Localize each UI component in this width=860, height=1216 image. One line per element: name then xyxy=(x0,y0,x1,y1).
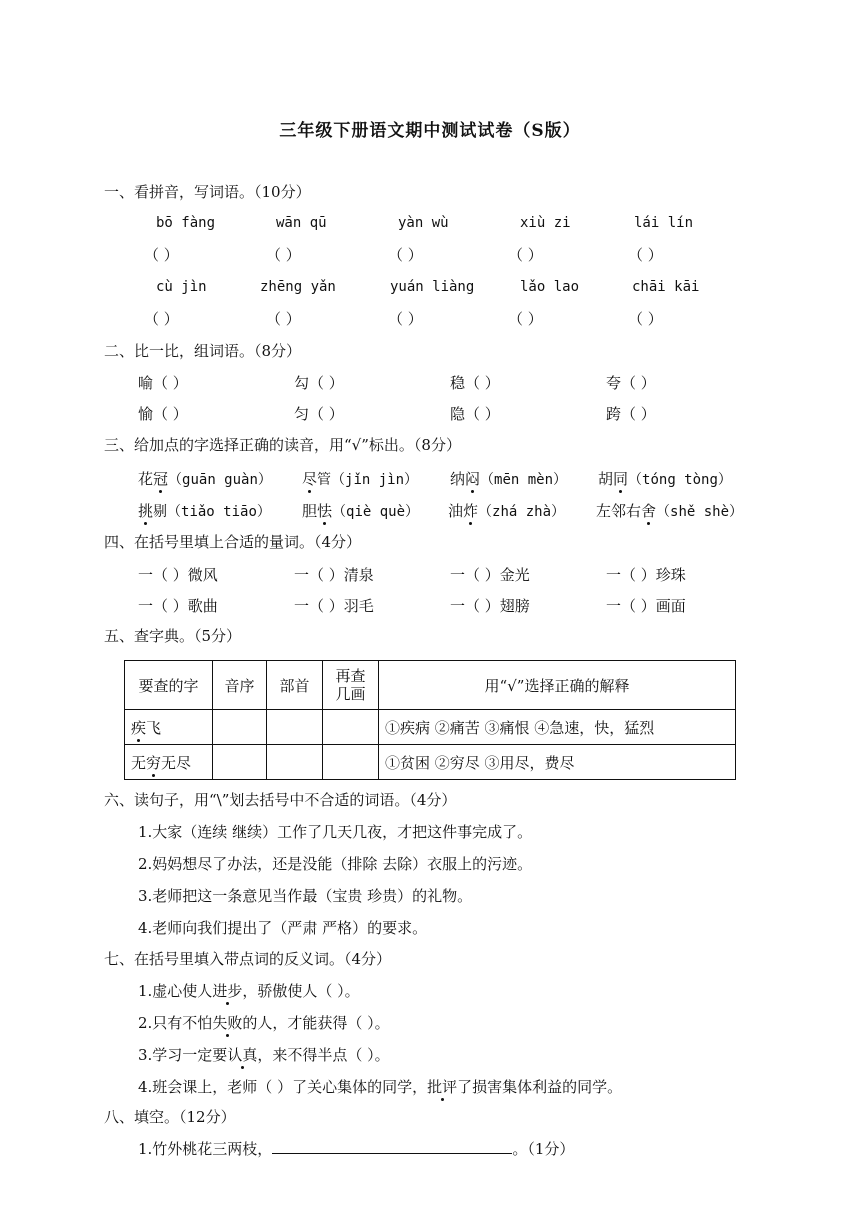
dotted-char: 尽 xyxy=(302,470,318,488)
pinyin: zhēng yǎn xyxy=(260,279,336,295)
fill-blank-item[interactable] xyxy=(138,1139,574,1159)
answer-cell[interactable] xyxy=(213,745,267,780)
measure-word-item[interactable]: 一（ ）画面 xyxy=(606,597,686,615)
pronunciation-item[interactable] xyxy=(302,500,419,521)
text: 了损害集体利益的同学。 xyxy=(457,1078,623,1096)
text: 无尽 xyxy=(161,753,192,772)
sentence-item[interactable]: 1.大家（连续 继续）工作了几天几夜，才把这件事完成了。 xyxy=(138,823,533,841)
dotted-char: 炸 xyxy=(463,502,479,520)
measure-word-item[interactable]: 一（ ）歌曲 xyxy=(138,597,218,615)
dotted-char: 闷 xyxy=(465,470,481,488)
text: 左邻右 xyxy=(596,502,642,520)
word-pair-item[interactable]: 愉（ ） xyxy=(138,405,188,423)
text: 纳 xyxy=(450,470,466,488)
pinyin: lái lín xyxy=(634,215,694,231)
dictionary-table xyxy=(124,660,736,780)
meaning-options[interactable]: ①疾病 ②痛苦 ③痛恨 ④急速，快，猛烈 xyxy=(379,710,736,745)
text: 的人，才能获得（ ）。 xyxy=(242,1014,390,1032)
pinyin-options: （shě shè） xyxy=(656,504,744,520)
dotted-word: 进步 xyxy=(212,982,243,1000)
dotted-word: 认真 xyxy=(227,1046,258,1064)
column-header: 再查几画 xyxy=(323,661,379,710)
pinyin-options: （mēn mèn） xyxy=(480,472,568,488)
pinyin: chāi kāi xyxy=(632,279,700,295)
word-pair-item[interactable]: 隐（ ） xyxy=(450,405,500,423)
pronunciation-item[interactable] xyxy=(138,468,272,489)
pinyin: yuán liàng xyxy=(390,279,475,295)
dotted-char: 同 xyxy=(613,470,629,488)
pinyin: lǎo lao xyxy=(520,279,580,295)
pronunciation-item[interactable] xyxy=(448,500,565,521)
section-7-heading: 七、在括号里填入带点词的反义词。（4分） xyxy=(104,950,392,968)
pinyin: xiù zi xyxy=(520,215,571,231)
answer-cell[interactable] xyxy=(323,710,379,745)
pronunciation-item[interactable] xyxy=(302,468,418,489)
answer-blank[interactable]: （ ） xyxy=(144,310,179,328)
measure-word-item[interactable]: 一（ ）羽毛 xyxy=(294,597,374,615)
measure-word-item[interactable]: 一（ ）珍珠 xyxy=(606,566,686,584)
dotted-word: 批评 xyxy=(427,1078,458,1096)
answer-blank[interactable]: （ ） xyxy=(144,246,179,264)
dotted-word: 失败 xyxy=(212,1014,243,1032)
pronunciation-item[interactable] xyxy=(138,500,271,521)
text: 。（1分） xyxy=(512,1140,575,1158)
answer-cell[interactable] xyxy=(267,745,323,780)
answer-blank[interactable]: （ ） xyxy=(628,246,663,264)
sentence-item[interactable]: 3.老师把这一条意见当作最（宝贵 珍贵）的礼物。 xyxy=(138,887,473,905)
text: 2.只有不怕 xyxy=(138,1014,213,1032)
text: 1.虚心使人 xyxy=(138,982,213,1000)
pinyin-options: （tóng tòng） xyxy=(628,472,732,488)
text: 1.竹外桃花三两枝， xyxy=(138,1140,273,1158)
answer-blank[interactable]: （ ） xyxy=(266,246,301,264)
dotted-char: 冠 xyxy=(153,470,169,488)
text: ，来不得半点（ ）。 xyxy=(257,1046,390,1064)
lookup-word xyxy=(125,745,213,780)
text: 4.班会课上，老师（ ）了关心集体的同学， xyxy=(138,1078,428,1096)
word-pair-item[interactable]: 稳（ ） xyxy=(450,374,500,392)
antonym-item[interactable] xyxy=(138,1045,390,1065)
pronunciation-item[interactable] xyxy=(598,468,732,489)
column-header: 音序 xyxy=(213,661,267,710)
text: 油 xyxy=(448,502,464,520)
antonym-item[interactable] xyxy=(138,981,360,1001)
pinyin-options: 管（jǐn jìn） xyxy=(317,472,419,488)
text: 胆 xyxy=(302,502,318,520)
dotted-char: 疾 xyxy=(131,718,147,737)
text: 3.学习一定要 xyxy=(138,1046,228,1064)
table-row xyxy=(125,745,736,780)
dotted-char: 穷 xyxy=(146,753,162,772)
answer-line[interactable] xyxy=(272,1139,512,1154)
measure-word-item[interactable]: 一（ ）翅膀 xyxy=(450,597,530,615)
section-1-heading: 一、看拼音，写词语。（10分） xyxy=(104,183,311,201)
lookup-word xyxy=(125,710,213,745)
answer-blank[interactable]: （ ） xyxy=(388,310,423,328)
pinyin: wān qū xyxy=(276,215,327,231)
word-pair-item[interactable]: 喻（ ） xyxy=(138,374,188,392)
text: 花 xyxy=(138,470,154,488)
column-header: 部首 xyxy=(267,661,323,710)
meaning-options[interactable]: ①贫困 ②穷尽 ③用尽，费尽 xyxy=(379,745,736,780)
word-pair-item[interactable]: 跨（ ） xyxy=(606,405,656,423)
answer-cell[interactable] xyxy=(267,710,323,745)
answer-blank[interactable]: （ ） xyxy=(508,310,543,328)
pinyin-options: （zhá zhà） xyxy=(478,504,566,520)
section-4-heading: 四、在括号里填上合适的量词。（4分） xyxy=(104,533,362,551)
page-title: 三年级下册语文期中测试试卷（S版） xyxy=(279,121,581,141)
antonym-item[interactable] xyxy=(138,1077,622,1097)
pinyin: bō fàng xyxy=(156,215,216,231)
section-5-heading: 五、查字典。（5分） xyxy=(104,627,242,645)
sentence-item[interactable]: 2.妈妈想尽了办法，还是没能（排除 去除）衣服上的污迹。 xyxy=(138,855,533,873)
pronunciation-item[interactable] xyxy=(596,500,743,521)
column-header: 用“√”选择正确的解释 xyxy=(379,661,736,710)
pinyin: yàn wù xyxy=(398,215,449,231)
word-pair-item[interactable]: 匀（ ） xyxy=(294,405,344,423)
pinyin-options: （qiè què） xyxy=(332,504,420,520)
pinyin-options: （guān guàn） xyxy=(168,472,272,488)
section-8-heading: 八、填空。（12分） xyxy=(104,1108,236,1126)
column-header: 要查的字 xyxy=(125,661,213,710)
measure-word-item[interactable]: 一（ ）清泉 xyxy=(294,566,374,584)
answer-blank[interactable]: （ ） xyxy=(508,246,543,264)
word-pair-item[interactable]: 夸（ ） xyxy=(606,374,656,392)
text: 无 xyxy=(131,753,147,772)
section-6-heading: 六、读句子，用“\”划去括号中不合适的词语。（4分） xyxy=(104,791,457,809)
text: ，骄傲使人（ ）。 xyxy=(242,982,360,1000)
answer-blank[interactable]: （ ） xyxy=(628,310,663,328)
dotted-char: 挑 xyxy=(138,502,154,520)
text: 胡 xyxy=(598,470,614,488)
measure-word-item[interactable]: 一（ ）金光 xyxy=(450,566,530,584)
table-header-row xyxy=(125,661,736,710)
answer-cell[interactable] xyxy=(213,710,267,745)
section-3-heading: 三、给加点的字选择正确的读音，用“√”标出。（8分） xyxy=(104,436,461,454)
dotted-char: 怯 xyxy=(317,502,333,520)
answer-cell[interactable] xyxy=(323,745,379,780)
pinyin: cù jìn xyxy=(156,279,207,295)
answer-blank[interactable]: （ ） xyxy=(388,246,423,264)
measure-word-item[interactable]: 一（ ）微风 xyxy=(138,566,218,584)
section-2-heading: 二、比一比，组词语。（8分） xyxy=(104,342,302,360)
word-pair-item[interactable]: 勾（ ） xyxy=(294,374,344,392)
dotted-char: 舍 xyxy=(641,502,657,520)
text: 飞 xyxy=(146,718,162,737)
pinyin-options: 剔（tiǎo tiāo） xyxy=(153,504,271,520)
table-row xyxy=(125,710,736,745)
antonym-item[interactable] xyxy=(138,1013,390,1033)
sentence-item[interactable]: 4.老师向我们提出了（严肃 严格）的要求。 xyxy=(138,919,428,937)
pronunciation-item[interactable] xyxy=(450,468,567,489)
answer-blank[interactable]: （ ） xyxy=(266,310,301,328)
